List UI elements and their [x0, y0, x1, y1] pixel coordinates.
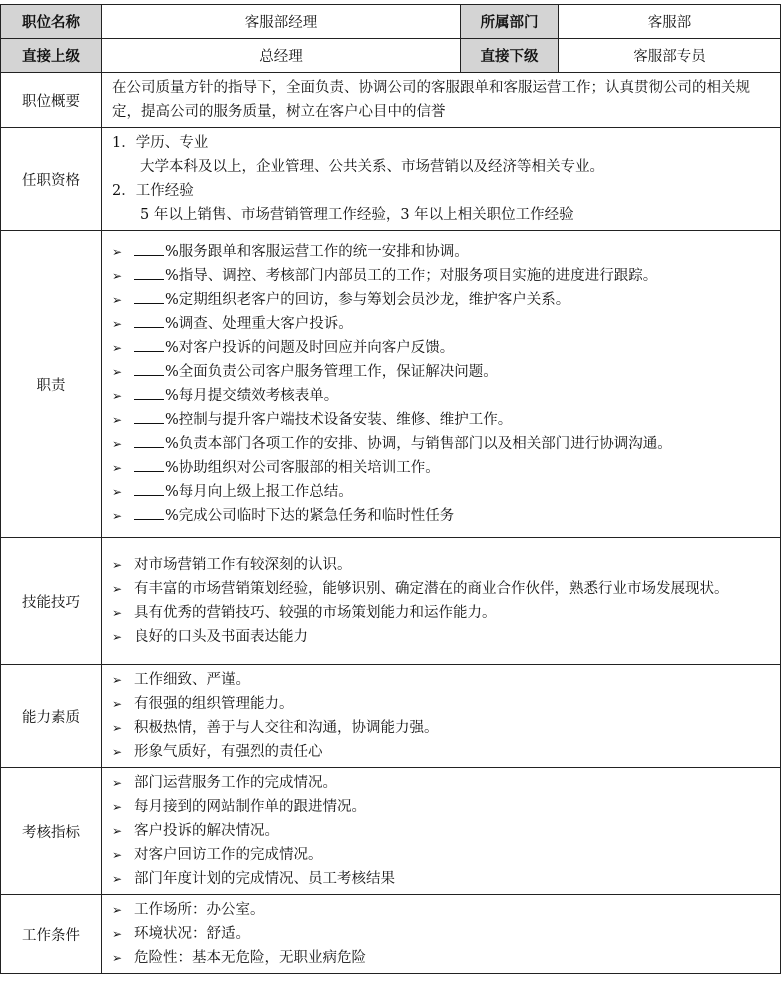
percent-blank [134, 504, 164, 520]
duty-text: %定期组织老客户的回访，参与筹划会员沙龙，维护客户关系。 [165, 292, 571, 308]
ability-item [112, 692, 772, 716]
qualifications-label: 任职资格 [1, 128, 102, 231]
duty-text: %对客户投诉的问题及时回应并向客户反馈。 [165, 340, 455, 356]
arrow-bullet-icon: ➢ [112, 485, 123, 499]
percent-blank [134, 336, 164, 352]
arrow-bullet-icon: ➢ [112, 245, 123, 259]
kpi-text: 部门年度计划的完成情况、员工考核结果 [134, 871, 395, 887]
arrow-bullet-icon: ➢ [112, 509, 123, 523]
arrow-bullet-icon: ➢ [112, 697, 123, 711]
skill-text: 良好的口头及书面表达能力 [134, 629, 308, 645]
arrow-bullet-icon: ➢ [112, 630, 123, 644]
kpi-item [112, 795, 772, 819]
skill-item [112, 553, 772, 577]
conditions-content [102, 895, 781, 974]
header-row-2 [1, 39, 781, 73]
header-row-1 [1, 5, 781, 39]
arrow-bullet-icon: ➢ [112, 293, 123, 307]
ability-text: 工作细致、严谨。 [134, 672, 250, 688]
ability-item [112, 668, 772, 692]
condition-text: 环境状况：舒适。 [134, 926, 250, 942]
duty-item [112, 264, 772, 288]
duty-text: %负责本部门各项工作的安排、协调，与销售部门以及相关部门进行协调沟通。 [165, 436, 672, 452]
arrow-bullet-icon: ➢ [112, 721, 123, 735]
dept-value: 客服部 [559, 5, 781, 39]
duty-item [112, 408, 772, 432]
skills-row [1, 538, 781, 665]
kpi-text: 每月接到的网站制作单的跟进情况。 [134, 799, 366, 815]
position-value: 客服部经理 [102, 5, 461, 39]
arrow-bullet-icon: ➢ [112, 800, 123, 814]
abilities-label: 能力素质 [1, 665, 102, 768]
skills-content [102, 538, 781, 665]
duty-item [112, 480, 772, 504]
duty-text: %全面负责公司客户服务管理工作，保证解决问题。 [165, 364, 498, 380]
arrow-bullet-icon: ➢ [112, 824, 123, 838]
duties-row [1, 231, 781, 538]
percent-blank [134, 456, 164, 472]
ability-text: 有很强的组织管理能力。 [134, 696, 294, 712]
duty-item [112, 432, 772, 456]
arrow-bullet-icon: ➢ [112, 927, 123, 941]
duty-item [112, 240, 772, 264]
duty-text: %控制与提升客户端技术设备安装、维修、维护工作。 [165, 412, 513, 428]
ability-item [112, 740, 772, 764]
ability-text: 形象气质好，有强烈的责任心 [134, 744, 323, 760]
skill-item [112, 577, 772, 601]
kpi-text: 客户投诉的解决情况。 [134, 823, 279, 839]
abilities-content [102, 665, 781, 768]
arrow-bullet-icon: ➢ [112, 341, 123, 355]
overview-label: 职位概要 [1, 73, 102, 128]
duty-text: %每月提交绩效考核表单。 [165, 388, 339, 404]
qualifications-row [1, 128, 781, 231]
condition-text: 工作场所：办公室。 [134, 902, 265, 918]
subordinate-label: 直接下级 [461, 39, 559, 73]
arrow-bullet-icon: ➢ [112, 365, 123, 379]
percent-blank [134, 240, 164, 256]
job-description-table [0, 4, 781, 974]
qualifications-content [102, 128, 781, 231]
kpi-label: 考核指标 [1, 768, 102, 895]
kpi-item [112, 771, 772, 795]
duty-text: %协助组织对公司客服部的相关培训工作。 [165, 460, 440, 476]
arrow-bullet-icon: ➢ [112, 951, 123, 965]
arrow-bullet-icon: ➢ [112, 606, 123, 620]
arrow-bullet-icon: ➢ [112, 461, 123, 475]
dept-label: 所属部门 [461, 5, 559, 39]
kpi-item [112, 843, 772, 867]
arrow-bullet-icon: ➢ [112, 582, 123, 596]
duty-text: %服务跟单和客服运营工作的统一安排和协调。 [165, 244, 469, 260]
duty-text: %每月向上级上报工作总结。 [165, 484, 353, 500]
arrow-bullet-icon: ➢ [112, 872, 123, 886]
duties-content [102, 231, 781, 538]
percent-blank [134, 432, 164, 448]
skill-item [112, 625, 772, 649]
percent-blank [134, 360, 164, 376]
conditions-label: 工作条件 [1, 895, 102, 974]
conditions-row [1, 895, 781, 974]
abilities-row [1, 665, 781, 768]
ability-item [112, 716, 772, 740]
skill-text: 有丰富的市场营销策划经验，能够识别、确定潜在的商业合作伙伴，熟悉行业市场发展现状。 [134, 581, 729, 597]
skill-text: 具有优秀的营销技巧、较强的市场策划能力和运作能力。 [134, 605, 497, 621]
kpi-content [102, 768, 781, 895]
duty-item [112, 360, 772, 384]
arrow-bullet-icon: ➢ [112, 413, 123, 427]
duty-item [112, 336, 772, 360]
percent-blank [134, 288, 164, 304]
qualification-detail: 大学本科及以上，企业管理、公共关系、市场营销以及经济等相关专业。 [140, 159, 604, 175]
condition-text: 危险性：基本无危险，无职业病危险 [134, 950, 366, 966]
duties-label: 职责 [1, 231, 102, 538]
arrow-bullet-icon: ➢ [112, 848, 123, 862]
arrow-bullet-icon: ➢ [112, 776, 123, 790]
duty-text: %完成公司临时下达的紧急任务和临时性任务 [165, 508, 455, 524]
condition-item [112, 898, 772, 922]
percent-blank [134, 408, 164, 424]
percent-blank [134, 384, 164, 400]
duty-text: %调查、处理重大客户投诉。 [165, 316, 353, 332]
qualification-title: 1．学历、专业 [112, 135, 209, 151]
kpi-text: 对客户回访工作的完成情况。 [134, 847, 323, 863]
kpi-item [112, 819, 772, 843]
qualification-title: 2．工作经验 [112, 183, 194, 199]
percent-blank [134, 264, 164, 280]
arrow-bullet-icon: ➢ [112, 673, 123, 687]
overview-text: 在公司质量方针的指导下，全面负责、协调公司的客服跟单和客服运营工作；认真贯彻公司的相关规定，提高公司的服务质量，树立在客户心目中的信誉 [112, 80, 750, 120]
subordinate-value: 客服部专员 [559, 39, 781, 73]
arrow-bullet-icon: ➢ [112, 437, 123, 451]
qualification-detail: 5 年以上销售、市场营销管理工作经验，3 年以上相关职位工作经验 [140, 207, 574, 223]
arrow-bullet-icon: ➢ [112, 269, 123, 283]
kpi-text: 部门运营服务工作的完成情况。 [134, 775, 337, 791]
skill-text: 对市场营销工作有较深刻的认识。 [134, 557, 352, 573]
superior-label: 直接上级 [1, 39, 102, 73]
duty-item [112, 504, 772, 528]
arrow-bullet-icon: ➢ [112, 745, 123, 759]
position-label: 职位名称 [1, 5, 102, 39]
ability-text: 积极热情，善于与人交往和沟通，协调能力强。 [134, 720, 439, 736]
arrow-bullet-icon: ➢ [112, 558, 123, 572]
duty-item [112, 288, 772, 312]
skills-label: 技能技巧 [1, 538, 102, 665]
kpi-row [1, 768, 781, 895]
arrow-bullet-icon: ➢ [112, 903, 123, 917]
skill-item [112, 601, 772, 625]
superior-value: 总经理 [102, 39, 461, 73]
duty-item [112, 312, 772, 336]
condition-item [112, 946, 772, 970]
duty-item [112, 456, 772, 480]
condition-item [112, 922, 772, 946]
duty-item [112, 384, 772, 408]
overview-content [102, 73, 781, 128]
duty-text: %指导、调控、考核部门内部员工的工作；对服务项目实施的进度进行跟踪。 [165, 268, 658, 284]
overview-row [1, 73, 781, 128]
kpi-item [112, 867, 772, 891]
percent-blank [134, 480, 164, 496]
arrow-bullet-icon: ➢ [112, 389, 123, 403]
arrow-bullet-icon: ➢ [112, 317, 123, 331]
percent-blank [134, 312, 164, 328]
